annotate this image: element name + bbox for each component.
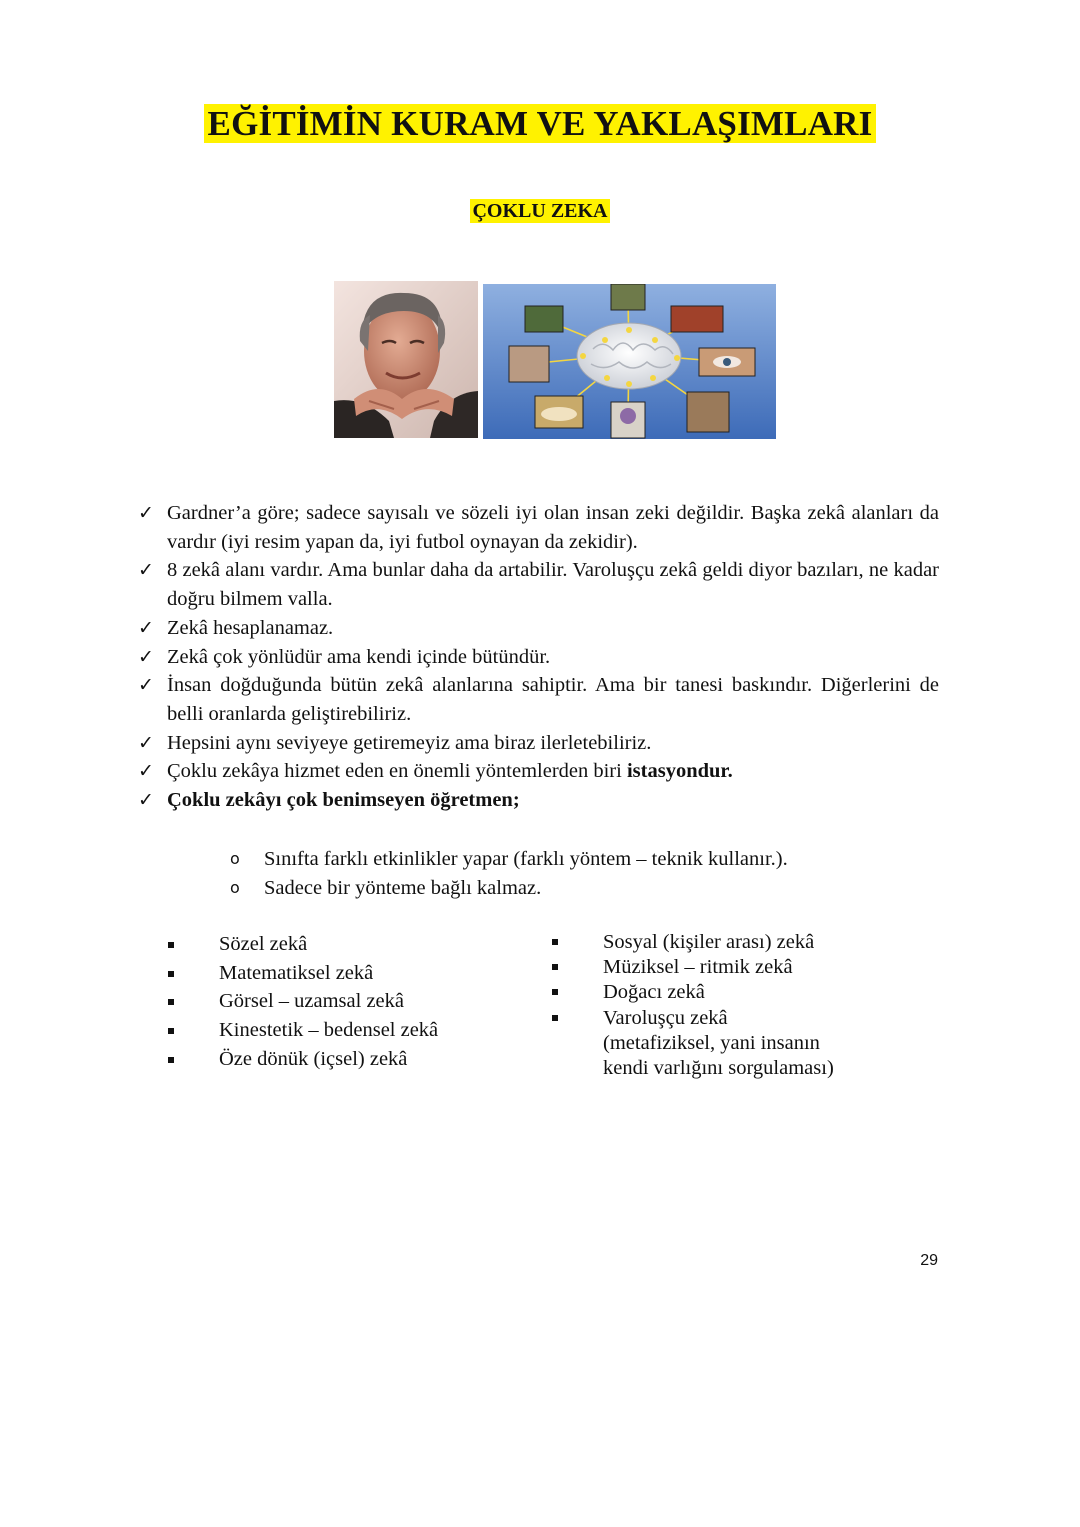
section-title — [0, 200, 1080, 223]
portrait-photo-graphic — [334, 281, 478, 438]
list-item — [165, 987, 438, 1016]
list-item-text: Hepsini aynı seviyeye getiremeyiz ama biraz ilerletebiliriz. — [167, 731, 652, 754]
list-item — [137, 757, 939, 786]
square-bullet-icon — [168, 971, 174, 977]
list-item-text: Zekâ çok yönlüdür ama kendi içinde bütündür. — [167, 645, 551, 668]
list-item — [230, 874, 788, 903]
document-title — [0, 104, 1080, 144]
list-item-text: Kinestetik – bedensel zekâ — [219, 1019, 439, 1042]
checkmark-icon: ✓ — [138, 674, 154, 697]
list-item — [137, 643, 939, 672]
list-item — [137, 499, 939, 556]
checkmark-icon: ✓ — [138, 502, 154, 524]
section-title-text: ÇOKLU ZEKA — [472, 200, 608, 222]
list-item-text: 8 zekâ alanı vardır. Ama bunlar daha da artabilir. Varoluşçu zekâ geldi diyor bazıları, ne kadar doğru bilmem valla. — [167, 559, 939, 611]
checkmark-icon: ✓ — [138, 645, 154, 668]
list-item — [165, 1045, 438, 1074]
list-item-text: Zekâ hesaplanamaz. — [167, 616, 334, 639]
list-item-text: (metafiziksel, yani insanın — [603, 1031, 820, 1054]
square-bullet-icon — [552, 989, 558, 995]
circle-bullet-icon: o — [230, 877, 240, 897]
list-item-text: Çoklu zekâya hizmet eden en önemli yöntemlerden biri — [167, 760, 627, 783]
checkmark-icon: ✓ — [138, 731, 154, 754]
list-item — [165, 930, 438, 959]
key-points-list — [137, 499, 939, 815]
list-item-text: Müziksel – ritmik zekâ — [603, 956, 793, 979]
square-bullet-icon — [168, 999, 174, 1005]
list-item-text: İnsan doğduğunda bütün zekâ alanlarına sahiptir. Ama bir tanesi baskındır. Diğerlerini de belli oranlarda geliştirebiliriz. — [167, 674, 939, 725]
square-bullet-icon — [552, 964, 558, 970]
list-item — [165, 959, 438, 988]
brain-collage-graphic — [483, 284, 776, 439]
intelligence-types-left — [165, 930, 438, 1074]
list-item-text: kendi varlığını sorgulaması) — [603, 1057, 834, 1080]
square-bullet-icon — [168, 1057, 174, 1063]
list-item-text: Öze dönük (içsel) zekâ — [219, 1047, 408, 1070]
multiple-intelligences-collage — [483, 284, 776, 439]
list-item — [137, 556, 939, 613]
list-item — [137, 729, 939, 758]
list-item — [549, 1006, 834, 1031]
square-bullet-icon — [168, 1028, 174, 1034]
page-number: 29 — [920, 1252, 938, 1269]
square-bullet-icon — [552, 1015, 558, 1021]
list-item-text: Gardner’a göre; sadece sayısalı ve sözeli iyi olan insan zeki değildir. Başka zekâ alanları da vardır (iyi resim yapan da, iyi futbol oynayan da zekidir). — [167, 502, 939, 553]
checkmark-icon: ✓ — [138, 760, 154, 783]
intelligence-types-right — [549, 930, 834, 1081]
list-item-bold-text: istasyondur. — [626, 760, 733, 783]
list-item-text: Sosyal (kişiler arası) zekâ — [603, 931, 815, 953]
list-item-text: Doğacı zekâ — [603, 981, 705, 1004]
circle-bullet-icon: o — [230, 849, 240, 868]
square-bullet-icon — [168, 942, 174, 948]
list-item-text: Varoluşçu zekâ — [603, 1006, 728, 1029]
list-item — [230, 845, 788, 874]
list-item — [137, 671, 939, 728]
checkmark-icon: ✓ — [138, 789, 154, 812]
list-item — [165, 1016, 438, 1045]
checkmark-icon: ✓ — [138, 559, 154, 582]
checkmark-icon: ✓ — [138, 616, 154, 639]
square-bullet-icon — [552, 939, 558, 945]
list-item — [137, 786, 939, 815]
list-item-text: Sözel zekâ — [219, 933, 308, 955]
list-item-text: Matematiksel zekâ — [219, 961, 374, 984]
list-item-continuation — [549, 1031, 834, 1056]
list-item-text: Sınıfta farklı etkinlikler yapar (farklı yöntem – teknik kullanır.). — [264, 848, 788, 870]
list-item-text: Görsel – uzamsal zekâ — [219, 990, 404, 1013]
list-item — [549, 980, 834, 1005]
list-item — [549, 930, 834, 955]
portrait-photo — [334, 281, 478, 438]
document-title-text: EĞİTİMİN KURAM VE YAKLAŞIMLARI — [204, 104, 877, 143]
list-item-bold-text: Çoklu zekâyı çok benimseyen öğretmen; — [167, 789, 520, 812]
list-item — [549, 955, 834, 980]
list-item-continuation — [549, 1056, 834, 1081]
list-item-text: Sadece bir yönteme bağlı kalmaz. — [264, 876, 542, 899]
list-item — [137, 614, 939, 643]
teacher-behaviour-list — [230, 845, 788, 902]
